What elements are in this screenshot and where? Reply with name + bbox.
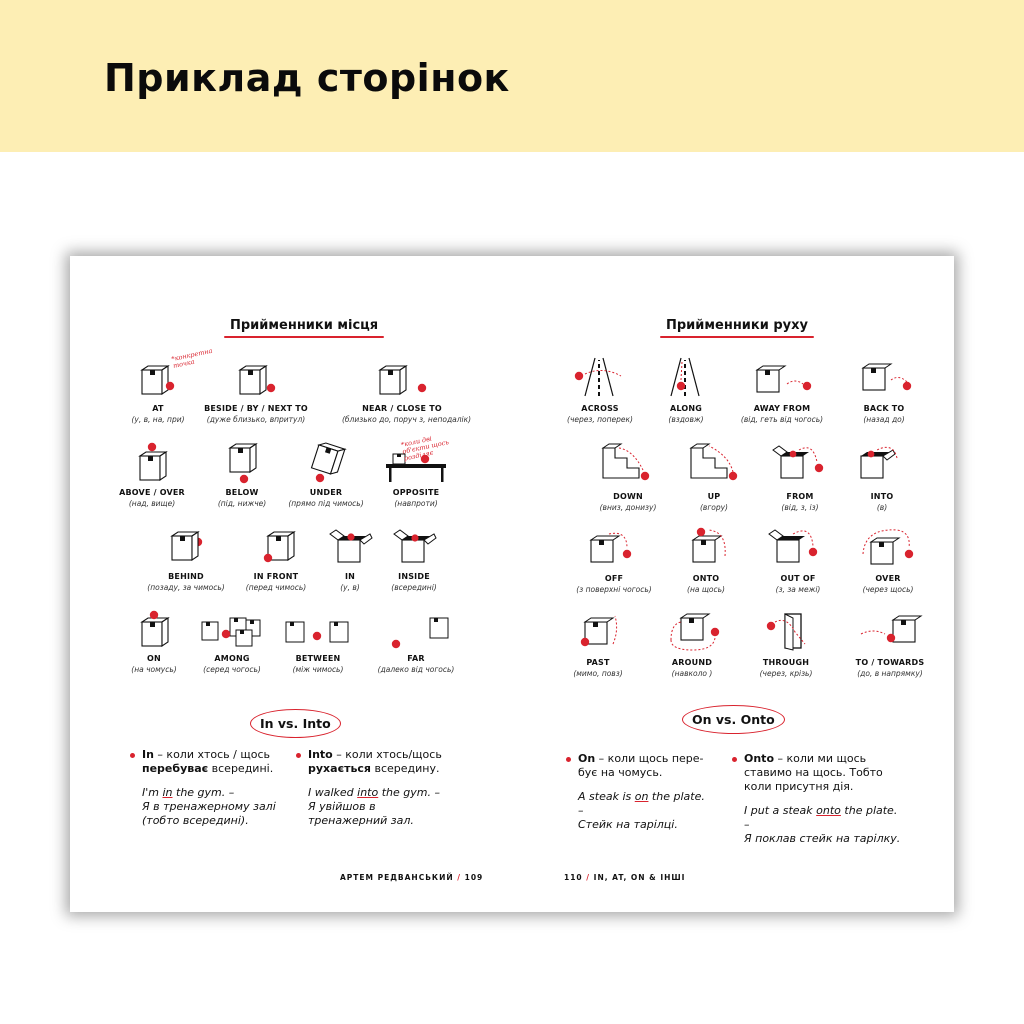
- prep-translation: (з поверхні чогось): [576, 585, 652, 594]
- example-keyword: into: [357, 786, 379, 799]
- prep-label: TO / TOWARDS: [855, 658, 925, 667]
- prep-translation: (навколо ): [671, 669, 713, 678]
- compare-title-text: In vs. Into: [260, 716, 331, 731]
- compare-title-in-into: [260, 716, 331, 731]
- example-text: I'm: [142, 786, 163, 799]
- rule-into: [308, 748, 454, 828]
- rule-word: Onto: [744, 752, 774, 765]
- footer-slash: /: [586, 873, 591, 882]
- rule-text: – коли щось пере-бує на чомусь.: [578, 752, 704, 779]
- prep-translation: (над, вище): [128, 499, 176, 508]
- prep-translation: (від, з, із): [781, 503, 819, 512]
- box-icon: [657, 610, 727, 654]
- rule-word: Into: [308, 748, 333, 761]
- prep-translation: (від, геть від чогось): [740, 415, 824, 424]
- prep-translation: (з, за межі): [775, 585, 821, 594]
- box-icon: [853, 526, 923, 570]
- note-opposite: *коли дві об'єкти щось розділяє: [400, 434, 450, 463]
- rule-text: – коли хтось/щось: [332, 748, 442, 761]
- footer-author: АРТЕМ РЕДВАНСЬКИЙ: [340, 873, 454, 882]
- prep-label: FAR: [407, 654, 425, 663]
- prep-label: ABOVE / OVER: [119, 488, 185, 497]
- rule-text: всередину.: [371, 762, 440, 775]
- example-text: I put a steak: [744, 804, 817, 817]
- prep-translation: (до, в напрямку): [857, 669, 923, 678]
- box-icon: [849, 356, 919, 400]
- open-box-icon: [384, 528, 444, 568]
- prep-translation: (між чимось): [292, 665, 344, 674]
- boxes-icon: [278, 610, 358, 650]
- page-number: 110: [564, 873, 583, 882]
- prep-translation: (через, поперек): [567, 415, 633, 424]
- book-spread: [70, 256, 954, 912]
- prep-label: OPPOSITE: [392, 488, 440, 497]
- prep-label: THROUGH: [762, 658, 810, 667]
- title-underline: [224, 336, 384, 338]
- box-icon: [747, 356, 817, 400]
- right-page: [512, 256, 954, 912]
- page-heading: Приклад сторінок: [104, 56, 510, 100]
- example-keyword: on: [634, 790, 649, 803]
- rule-word: On: [578, 752, 596, 765]
- box-icon: [122, 442, 182, 484]
- prep-translation: (назад до): [863, 415, 905, 424]
- prep-near: [342, 362, 472, 424]
- prep-label: OUT OF: [780, 574, 816, 583]
- example-text: A steak is: [578, 790, 635, 803]
- compare-ring: [250, 709, 341, 738]
- section-title-place: [230, 318, 378, 333]
- prep-translation: (навпроти): [394, 499, 438, 508]
- door-icon: [751, 610, 821, 654]
- prep-translation: (у, в): [340, 583, 360, 592]
- prep-translation: (через, крізь): [759, 669, 813, 678]
- box-icon: [671, 526, 741, 570]
- prep-label: BEHIND: [168, 572, 204, 581]
- prep-translation: (вздовж): [668, 415, 704, 424]
- prep-label: ALONG: [669, 404, 703, 413]
- prep-translation: (серед чогось): [203, 665, 261, 674]
- prep-far: [356, 610, 476, 674]
- prep-label: PAST: [586, 658, 610, 667]
- prep-label: INSIDE: [398, 572, 430, 581]
- compare-ring: [682, 705, 785, 734]
- prep-translation: (дуже близько, впритул): [206, 415, 306, 424]
- example-keyword: onto: [816, 804, 841, 817]
- bullet: [296, 753, 301, 758]
- prep-label: BETWEEN: [295, 654, 341, 663]
- example-text: the gym. –: [378, 786, 440, 799]
- header-banner: [0, 0, 1024, 152]
- prep-translation: (на щось): [687, 585, 725, 594]
- prep-label: INTO: [870, 492, 894, 501]
- example-translation: Я поклав стейк на тарілку.: [744, 832, 901, 845]
- prep-label: DOWN: [613, 492, 643, 501]
- prep-translation: (вниз, донизу): [599, 503, 657, 512]
- prep-translation: (далеко від чогось): [377, 665, 455, 674]
- box-icon: [156, 528, 216, 568]
- prep-translation: (близько до, поруч з, неподалік): [342, 415, 472, 424]
- footer-book-title: IN, AT, ON & ІНШІ: [593, 873, 686, 882]
- section-title-text: Прийменники місця: [230, 318, 379, 333]
- prep-label: AROUND: [671, 658, 713, 667]
- rule-text: – коли хтось / щось: [153, 748, 270, 761]
- bullet: [130, 753, 135, 758]
- prep-translation: (всередині): [391, 583, 437, 592]
- prep-label: FROM: [786, 492, 814, 501]
- prep-translation: (на чомусь): [131, 665, 177, 674]
- box-icon: [855, 610, 925, 654]
- prep-into: [822, 442, 942, 512]
- compare-title-on-onto: [692, 712, 775, 727]
- prep-through: [726, 610, 846, 678]
- bullet: [566, 757, 571, 762]
- example-translation: Я увійшов в тренажерний зал.: [308, 800, 414, 827]
- footer-right: [564, 873, 685, 882]
- box-icon: [579, 526, 649, 570]
- rule-on: [578, 752, 708, 832]
- box-icon: [563, 610, 633, 654]
- road-icon: [565, 356, 635, 400]
- prep-label: ONTO: [692, 574, 720, 583]
- footer-slash: /: [457, 873, 461, 882]
- prep-inside: [354, 528, 474, 592]
- prep-label: BACK TO: [863, 404, 905, 413]
- road-icon: [651, 356, 721, 400]
- left-page: [70, 256, 512, 912]
- bullet: [732, 757, 737, 762]
- example-text: the plate. –: [578, 790, 705, 817]
- prep-label: AT: [152, 404, 164, 413]
- prep-back-to: [824, 356, 944, 424]
- open-box-icon: [763, 526, 833, 570]
- box-icon: [212, 442, 272, 484]
- prep-translation: (через щось): [862, 585, 914, 594]
- section-title-motion: [666, 318, 808, 333]
- rule-bold: рухається: [308, 762, 371, 775]
- prep-label: ACROSS: [581, 404, 619, 413]
- prep-label: OFF: [604, 574, 624, 583]
- example-translation: Я в тренажерному залі (тобто всередині).: [142, 800, 276, 827]
- compare-title-text: On vs. Onto: [692, 712, 775, 727]
- prep-label: NEAR / CLOSE TO: [362, 404, 442, 413]
- prep-label: IN: [344, 572, 356, 581]
- prep-translation: (позаду, за чимось): [147, 583, 225, 592]
- section-title-text: Прийменники руху: [666, 318, 809, 333]
- prep-label: BELOW: [225, 488, 259, 497]
- prep-translation: (під, нижче): [217, 499, 267, 508]
- prep-label: BESIDE / BY / NEXT TO: [204, 404, 308, 413]
- prep-translation: (прямо під чимось): [288, 499, 364, 508]
- box-icon: [296, 442, 356, 484]
- open-box-icon: [847, 442, 917, 488]
- prep-translation: (вгору): [699, 503, 728, 512]
- rule-word: In: [142, 748, 154, 761]
- stairs-icon: [679, 442, 749, 488]
- prep-label: UP: [707, 492, 721, 501]
- page-number: 109: [464, 873, 484, 882]
- prep-label: AMONG: [214, 654, 250, 663]
- prep-label: ON: [147, 654, 161, 663]
- prep-translation: (перед чимось): [245, 583, 307, 592]
- prep-label: IN FRONT: [253, 572, 299, 581]
- prep-over: [828, 526, 948, 594]
- rule-bold: перебуває: [142, 762, 209, 775]
- example-text: the plate. –: [744, 804, 898, 831]
- rule-onto: [744, 752, 904, 846]
- rule-text: – коли ми щось ставимо на щось. Тобто коли присутня дія.: [744, 752, 883, 793]
- rule-text: всередині.: [208, 762, 274, 775]
- prep-beside: [196, 362, 316, 424]
- example-keyword: in: [162, 786, 173, 799]
- box-icon: [226, 362, 286, 400]
- prep-translation: (в): [876, 503, 888, 512]
- stairs-icon: [593, 442, 663, 488]
- rule-in: [142, 748, 284, 828]
- box-icon: [372, 362, 432, 400]
- box-icon: [376, 610, 456, 650]
- footer-left: [340, 873, 483, 882]
- prep-label: AWAY FROM: [753, 404, 811, 413]
- prep-label: UNDER: [309, 488, 343, 497]
- example-text: I walked: [308, 786, 358, 799]
- example-translation: Стейк на тарілці.: [578, 818, 678, 831]
- prep-label: OVER: [875, 574, 901, 583]
- prep-to-towards: [830, 610, 950, 678]
- prep-translation: (мимо, повз): [573, 669, 623, 678]
- prep-translation: (у, в, на, при): [131, 415, 185, 424]
- note-at: *конкретна точка: [170, 346, 214, 371]
- title-underline: [660, 336, 814, 338]
- example-text: the gym. –: [172, 786, 235, 799]
